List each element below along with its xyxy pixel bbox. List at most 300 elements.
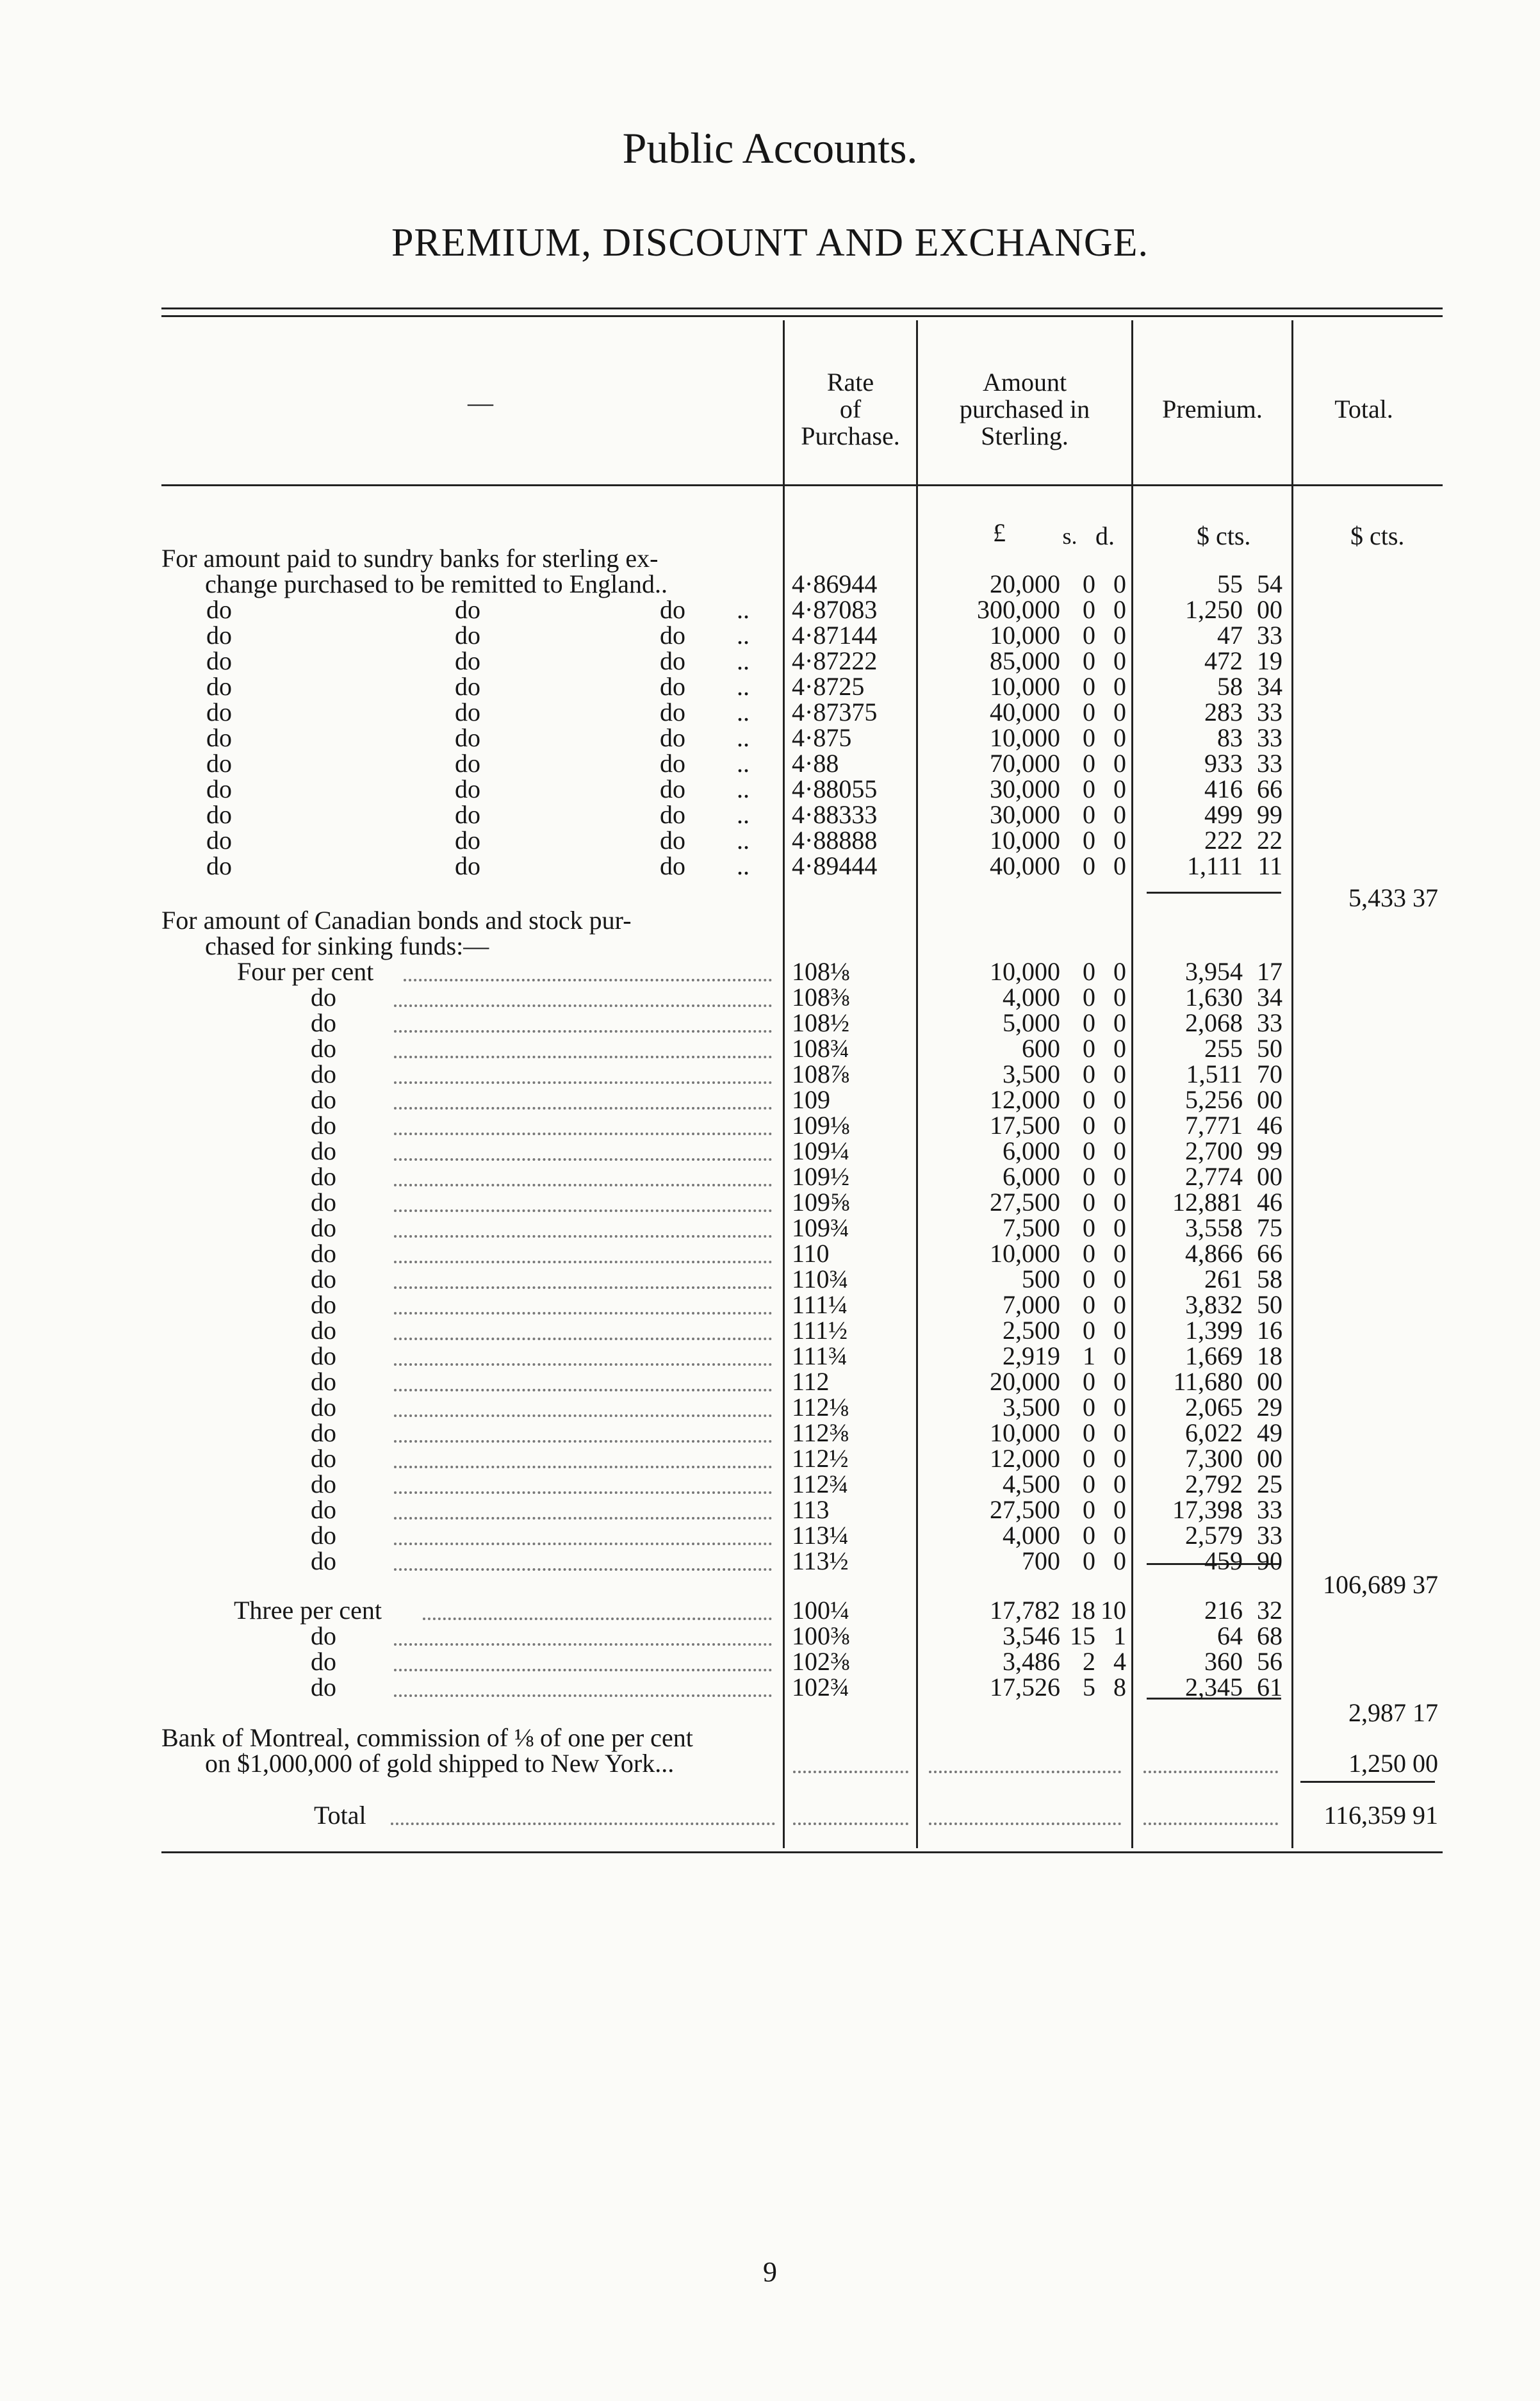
pounds-cell: 40,000 [990, 851, 1060, 880]
cents-cell: 90 [1257, 1546, 1282, 1575]
rate-cell: 109¼ [792, 1136, 849, 1165]
rate-cell: 112⅛ [792, 1393, 849, 1422]
pence-cell: 0 [1113, 1085, 1126, 1114]
dollars-cell: 2,345 [1185, 1673, 1243, 1701]
pounds-cell: 20,000 [990, 1367, 1060, 1396]
dollars-cell: 360 [1204, 1647, 1243, 1676]
dollars-cell: 2,579 [1185, 1521, 1243, 1550]
ditto-cell-2: do [455, 774, 480, 803]
shillings-cell: 18 [1070, 1596, 1095, 1625]
pence-cell: 0 [1113, 1546, 1126, 1575]
pence-cell: 10 [1101, 1596, 1126, 1625]
cents-cell: 34 [1257, 983, 1282, 1012]
leader-dots: .. [737, 723, 750, 752]
pence-cell: 0 [1113, 1188, 1126, 1217]
row-dots [394, 1414, 772, 1417]
rate-cell: 108⅞ [792, 1060, 849, 1088]
shillings-cell: 0 [1083, 698, 1095, 726]
ditto-cell-1: do [206, 800, 232, 829]
shillings-cell: 0 [1083, 723, 1095, 752]
dollars-cell: 3,954 [1185, 957, 1243, 986]
col-divider-amount [916, 320, 918, 1848]
row-dots [394, 1081, 772, 1084]
cents-cell: 11 [1257, 851, 1282, 880]
section2-label-line2: chased for sinking funds:— [205, 931, 489, 960]
bottom-rule [161, 1851, 1443, 1853]
shillings-cell: 0 [1083, 1162, 1095, 1191]
ditto-cell-3: do [660, 672, 685, 701]
rate-cell: 4·88888 [792, 826, 878, 855]
rate-cell: 109¾ [792, 1213, 849, 1242]
shillings-cell: 1 [1083, 1341, 1095, 1370]
ditto-cell-1: do [206, 826, 232, 855]
row-dots [394, 1056, 772, 1058]
cents-cell: 66 [1257, 774, 1282, 803]
leader-dots: .. [737, 646, 750, 675]
pence-cell: 8 [1113, 1673, 1126, 1701]
cents-cell: 49 [1257, 1418, 1282, 1447]
shillings-cell: 0 [1083, 1008, 1095, 1037]
pounds-cell: 30,000 [990, 800, 1060, 829]
ditto-cell: do [311, 983, 336, 1012]
dollars-cell: 11,680 [1173, 1367, 1243, 1396]
dollars-cell: 216 [1204, 1596, 1243, 1625]
pence-cell: 0 [1113, 698, 1126, 726]
cents-cell: 54 [1257, 570, 1282, 598]
cents-cell: 00 [1257, 1085, 1282, 1114]
ditto-cell: do [311, 1673, 336, 1701]
bank-dots-amount [929, 1771, 1121, 1773]
pence-cell: 0 [1113, 1393, 1126, 1422]
ditto-cell-1: do [206, 621, 232, 650]
shillings-cell: 0 [1083, 1316, 1095, 1345]
pounds-cell: 12,000 [990, 1085, 1060, 1114]
ditto-cell: do [311, 1136, 336, 1165]
row-dots [394, 1440, 772, 1443]
pence-cell: 0 [1113, 595, 1126, 624]
pounds-cell: 6,000 [1003, 1162, 1060, 1191]
rate-cell: 110 [792, 1239, 830, 1268]
rate-cell: 113½ [792, 1546, 849, 1575]
cents-cell: 46 [1257, 1188, 1282, 1217]
ditto-cell: do [311, 1008, 336, 1037]
section2-label-line1: For amount of Canadian bonds and stock pur- [161, 906, 632, 935]
pounds-cell: 700 [1022, 1546, 1060, 1575]
section2-total: 106,689 37 [1323, 1570, 1438, 1599]
cents-cell: 00 [1257, 1367, 1282, 1396]
dollars-cell: 12,881 [1172, 1188, 1243, 1217]
dollars-cell: 1,669 [1185, 1341, 1243, 1370]
row-dots [394, 1133, 772, 1135]
ditto-cell: do [311, 1647, 336, 1676]
ditto-cell-2: do [455, 749, 480, 778]
unit-pence: d. [1095, 521, 1115, 550]
grand-total-label: Total [314, 1801, 366, 1830]
rate-cell: 100¼ [792, 1596, 849, 1625]
ditto-cell: do [311, 1239, 336, 1268]
row-dots [394, 1107, 772, 1110]
pence-cell: 0 [1113, 1418, 1126, 1447]
cents-cell: 17 [1257, 957, 1282, 986]
ditto-cell-2: do [455, 672, 480, 701]
cents-cell: 34 [1257, 672, 1282, 701]
ditto-cell: do [311, 1085, 336, 1114]
dollars-cell: 1,250 [1185, 595, 1243, 624]
header-amount-line3: Sterling. [981, 422, 1069, 450]
cents-cell: 18 [1257, 1341, 1282, 1370]
shillings-cell: 0 [1083, 1060, 1095, 1088]
pence-cell: 0 [1113, 957, 1126, 986]
ditto-cell-3: do [660, 698, 685, 726]
pounds-cell: 17,500 [990, 1111, 1060, 1140]
header-rate-line2: of [839, 395, 862, 423]
row-dots [394, 1312, 772, 1315]
top-rule-2 [161, 315, 1443, 317]
pence-cell: 0 [1113, 1265, 1126, 1293]
shillings-cell: 5 [1083, 1673, 1095, 1701]
cents-cell: 99 [1257, 1136, 1282, 1165]
cents-cell: 00 [1257, 1162, 1282, 1191]
leader-dots: .. [737, 595, 750, 624]
grand-total-dots-amount [929, 1823, 1121, 1825]
dollars-cell: 472 [1204, 646, 1243, 675]
pounds-cell: 40,000 [990, 698, 1060, 726]
ditto-cell-2: do [455, 723, 480, 752]
pounds-cell: 500 [1022, 1265, 1060, 1293]
pence-cell: 0 [1113, 774, 1126, 803]
ditto-cell: do [311, 1393, 336, 1422]
pence-cell: 0 [1113, 1213, 1126, 1242]
pence-cell: 0 [1113, 1444, 1126, 1473]
pounds-cell: 10,000 [990, 826, 1060, 855]
pence-cell: 0 [1113, 1239, 1126, 1268]
pence-cell: 0 [1113, 1495, 1126, 1524]
ditto-cell: do [311, 1265, 336, 1293]
header-rate-line3: Purchase. [801, 422, 900, 450]
dollars-cell: 3,832 [1185, 1290, 1243, 1319]
pounds-cell: 20,000 [990, 570, 1060, 598]
pounds-cell: 17,782 [990, 1596, 1060, 1625]
pence-cell: 0 [1113, 1290, 1126, 1319]
leader-dots: .. [737, 826, 750, 855]
total-rule [1300, 1781, 1435, 1783]
dollars-cell: 7,300 [1185, 1444, 1243, 1473]
pounds-cell: 3,500 [1003, 1060, 1060, 1088]
pounds-cell: 17,526 [990, 1673, 1060, 1701]
row-dots [394, 1491, 772, 1494]
grand-total-dots-rate [793, 1823, 908, 1825]
pence-cell: 0 [1113, 1060, 1126, 1088]
header-amount-line2: purchased in [959, 395, 1090, 423]
pounds-cell: 10,000 [990, 957, 1060, 986]
header-amount [918, 369, 1131, 450]
grand-total-dots-premium [1143, 1823, 1278, 1825]
dollars-cell: 3,558 [1185, 1213, 1243, 1242]
shillings-cell: 0 [1083, 800, 1095, 829]
row-dots [394, 1669, 772, 1671]
rate-cell: 113¼ [792, 1521, 849, 1550]
ditto-cell: do [311, 1621, 336, 1650]
dollars-cell: 58 [1217, 672, 1243, 701]
pounds-cell: 85,000 [990, 646, 1060, 675]
row-dots [404, 979, 772, 981]
cents-cell: 33 [1257, 698, 1282, 726]
header-rate-line1: Rate [826, 368, 874, 397]
pence-cell: 0 [1113, 1162, 1126, 1191]
ditto-cell: do [311, 1034, 336, 1063]
shillings-cell: 0 [1083, 826, 1095, 855]
cents-cell: 66 [1257, 1239, 1282, 1268]
ditto-cell-3: do [660, 723, 685, 752]
shillings-cell: 0 [1083, 1136, 1095, 1165]
pence-cell: 0 [1113, 851, 1126, 880]
shillings-cell: 0 [1083, 672, 1095, 701]
rate-cell: 109½ [792, 1162, 849, 1191]
ditto-cell-1: do [206, 851, 232, 880]
rate-cell: 4·87144 [792, 621, 878, 650]
rate-cell: 102¾ [792, 1673, 849, 1701]
cents-cell: 25 [1257, 1470, 1282, 1498]
dollars-cell: 255 [1204, 1034, 1243, 1063]
row-dots [394, 1158, 772, 1161]
pounds-cell: 300,000 [977, 595, 1060, 624]
pounds-cell: 3,486 [1003, 1647, 1060, 1676]
pence-cell: 0 [1113, 1111, 1126, 1140]
pounds-cell: 4,000 [1003, 1521, 1060, 1550]
shillings-cell: 0 [1083, 1546, 1095, 1575]
shillings-cell: 0 [1083, 957, 1095, 986]
pence-cell: 0 [1113, 1521, 1126, 1550]
unit-shilling: s. [1062, 523, 1077, 549]
pence-cell: 0 [1113, 1034, 1126, 1063]
cents-cell: 33 [1257, 723, 1282, 752]
pence-cell: 0 [1113, 723, 1126, 752]
row-dots [394, 1568, 772, 1571]
row-dots [394, 1286, 772, 1289]
pounds-cell: 10,000 [990, 1418, 1060, 1447]
dollars-cell: 2,700 [1185, 1136, 1243, 1165]
pounds-cell: 10,000 [990, 672, 1060, 701]
shillings-cell: 0 [1083, 1213, 1095, 1242]
shillings-cell: 0 [1083, 646, 1095, 675]
rate-cell: 112⅜ [792, 1418, 849, 1447]
row-dots [394, 1694, 772, 1697]
cents-cell: 00 [1257, 595, 1282, 624]
dollars-cell: 4,866 [1185, 1239, 1243, 1268]
row-dots [394, 1389, 772, 1391]
dollars-cell: 1,630 [1185, 983, 1243, 1012]
rate-cell: 4·88055 [792, 774, 878, 803]
cents-cell: 32 [1257, 1596, 1282, 1625]
row-dots [423, 1618, 772, 1620]
col-divider-total [1291, 320, 1293, 1848]
pence-cell: 0 [1113, 983, 1126, 1012]
shillings-cell: 0 [1083, 1393, 1095, 1422]
cents-cell: 33 [1257, 1521, 1282, 1550]
ditto-cell: do [311, 1213, 336, 1242]
ditto-cell: do [311, 1495, 336, 1524]
dollars-cell: 83 [1217, 723, 1243, 752]
leader-dots: .. [737, 800, 750, 829]
ditto-cell-1: do [206, 723, 232, 752]
rate-cell: 4·88333 [792, 800, 878, 829]
pence-cell: 0 [1113, 1008, 1126, 1037]
ditto-cell-1: do [206, 698, 232, 726]
ditto-cell-3: do [660, 826, 685, 855]
header-total: Total. [1334, 395, 1393, 423]
cents-cell: 70 [1257, 1060, 1282, 1088]
rate-cell: 4·87222 [792, 646, 878, 675]
ditto-cell: do [311, 1188, 336, 1217]
cents-cell: 56 [1257, 1647, 1282, 1676]
dollars-cell: 17,398 [1172, 1495, 1243, 1524]
pounds-cell: 2,919 [1003, 1341, 1060, 1370]
ditto-cell-2: do [455, 621, 480, 650]
row-dots [394, 1643, 772, 1646]
shillings-cell: 2 [1083, 1647, 1095, 1676]
dollars-cell: 2,065 [1185, 1393, 1243, 1422]
dollars-cell: 2,792 [1185, 1470, 1243, 1498]
row-dots [394, 1517, 772, 1520]
ditto-cell: do [311, 1367, 336, 1396]
rate-cell: 4·8725 [792, 672, 865, 701]
ditto-cell-3: do [660, 646, 685, 675]
dollars-cell: 416 [1204, 774, 1243, 803]
bank-dots-premium [1143, 1771, 1278, 1773]
page-title: Public Accounts. [622, 124, 918, 172]
rate-cell: 108½ [792, 1008, 849, 1037]
ditto-cell-3: do [660, 851, 685, 880]
cents-cell: 58 [1257, 1265, 1282, 1293]
cents-cell: 29 [1257, 1393, 1282, 1422]
leader-dots: .. [737, 621, 750, 650]
page-number: 9 [763, 2256, 777, 2288]
pounds-cell: 4,500 [1003, 1470, 1060, 1498]
dollars-cell: 261 [1204, 1265, 1243, 1293]
dollars-cell: 283 [1204, 698, 1243, 726]
pence-cell: 0 [1113, 826, 1126, 855]
leader-dots: .. [737, 672, 750, 701]
pounds-cell: 4,000 [1003, 983, 1060, 1012]
shillings-cell: 0 [1083, 1265, 1095, 1293]
ditto-cell-1: do [206, 595, 232, 624]
cents-cell: 61 [1257, 1673, 1282, 1701]
dollars-cell: 1,111 [1186, 851, 1243, 880]
cents-cell: 33 [1257, 749, 1282, 778]
cents-cell: 99 [1257, 800, 1282, 829]
pounds-cell: 2,500 [1003, 1316, 1060, 1345]
dollars-cell: 2,774 [1185, 1162, 1243, 1191]
rate-cell: 108⅜ [792, 983, 849, 1012]
pounds-cell: 7,500 [1003, 1213, 1060, 1242]
dollars-cell: 933 [1204, 749, 1243, 778]
unit-premium: $ cts. [1197, 521, 1251, 550]
shillings-cell: 0 [1083, 570, 1095, 598]
unit-pound: £ [993, 518, 1006, 547]
leader-dots: .. [737, 774, 750, 803]
rate-cell: 112¾ [792, 1470, 849, 1498]
section1-label-line1: For amount paid to sundry banks for sterling ex- [161, 544, 659, 573]
pence-cell: 0 [1113, 749, 1126, 778]
pounds-cell: 10,000 [990, 723, 1060, 752]
cents-cell: 75 [1257, 1213, 1282, 1242]
shillings-cell: 0 [1083, 1085, 1095, 1114]
ditto-cell: do [311, 1060, 336, 1088]
ditto-cell: do [311, 1290, 336, 1319]
pounds-cell: 3,500 [1003, 1393, 1060, 1422]
rate-cell: 111¼ [792, 1290, 848, 1319]
ditto-cell: do [311, 1316, 336, 1345]
ditto-cell-2: do [455, 595, 480, 624]
ditto-cell: do [311, 1470, 336, 1498]
cents-cell: 19 [1257, 646, 1282, 675]
row-dots [394, 1030, 772, 1033]
row-dots [394, 1261, 772, 1263]
ditto-cell: do [311, 1444, 336, 1473]
pounds-cell: 27,500 [990, 1495, 1060, 1524]
shillings-cell: 0 [1083, 749, 1095, 778]
rate-cell: 113 [792, 1495, 830, 1524]
bank-line1: Bank of Montreal, commission of ⅛ of one per cent [161, 1723, 693, 1752]
ditto-cell-3: do [660, 621, 685, 650]
top-rule [161, 307, 1443, 309]
ditto-cell-2: do [455, 826, 480, 855]
rate-cell: 4·86944 [792, 570, 878, 598]
pence-cell: 0 [1113, 1316, 1126, 1345]
rate-cell: 112½ [792, 1444, 849, 1473]
section1-total: 5,433 37 [1348, 883, 1438, 912]
pounds-cell: 10,000 [990, 621, 1060, 650]
shillings-cell: 0 [1083, 621, 1095, 650]
ditto-cell-3: do [660, 800, 685, 829]
rate-cell: 111¾ [792, 1341, 848, 1370]
section3-total: 2,987 17 [1348, 1698, 1438, 1727]
pounds-cell: 27,500 [990, 1188, 1060, 1217]
dollars-cell: 459 [1204, 1546, 1243, 1575]
shillings-cell: 0 [1083, 774, 1095, 803]
rate-cell: 4·88 [792, 749, 839, 778]
pounds-cell: 7,000 [1003, 1290, 1060, 1319]
pounds-cell: 70,000 [990, 749, 1060, 778]
section1-label-line2: change purchased to be remitted to England.. [205, 570, 668, 598]
bank-line2: on $1,000,000 of gold shipped to New York... [205, 1749, 675, 1778]
shillings-cell: 0 [1083, 1188, 1095, 1217]
header-premium: Premium. [1162, 395, 1263, 423]
cents-cell: 33 [1257, 1008, 1282, 1037]
bank-dots-rate [793, 1771, 908, 1773]
pence-cell: 0 [1113, 570, 1126, 598]
dollars-cell: 6,022 [1185, 1418, 1243, 1447]
premium-subtotal-rule-1 [1147, 892, 1281, 894]
header-amount-line1: Amount [982, 368, 1067, 397]
header-rate [785, 369, 916, 450]
grand-total-value: 116,359 91 [1323, 1801, 1438, 1830]
ditto-cell-1: do [206, 646, 232, 675]
page-subtitle: PREMIUM, DISCOUNT AND EXCHANGE. [391, 221, 1149, 265]
dollars-cell: 1,511 [1186, 1060, 1243, 1088]
row-dots [394, 1209, 772, 1212]
pence-cell: 0 [1113, 672, 1126, 701]
rate-cell: 110¾ [792, 1265, 849, 1293]
pence-cell: 0 [1113, 646, 1126, 675]
ditto-cell-3: do [660, 595, 685, 624]
dollars-cell: 2,068 [1185, 1008, 1243, 1037]
pounds-cell: 600 [1022, 1034, 1060, 1063]
row-label: Four per cent [237, 957, 374, 986]
leader-dots: .. [737, 851, 750, 880]
shillings-cell: 15 [1070, 1621, 1095, 1650]
cents-cell: 46 [1257, 1111, 1282, 1140]
